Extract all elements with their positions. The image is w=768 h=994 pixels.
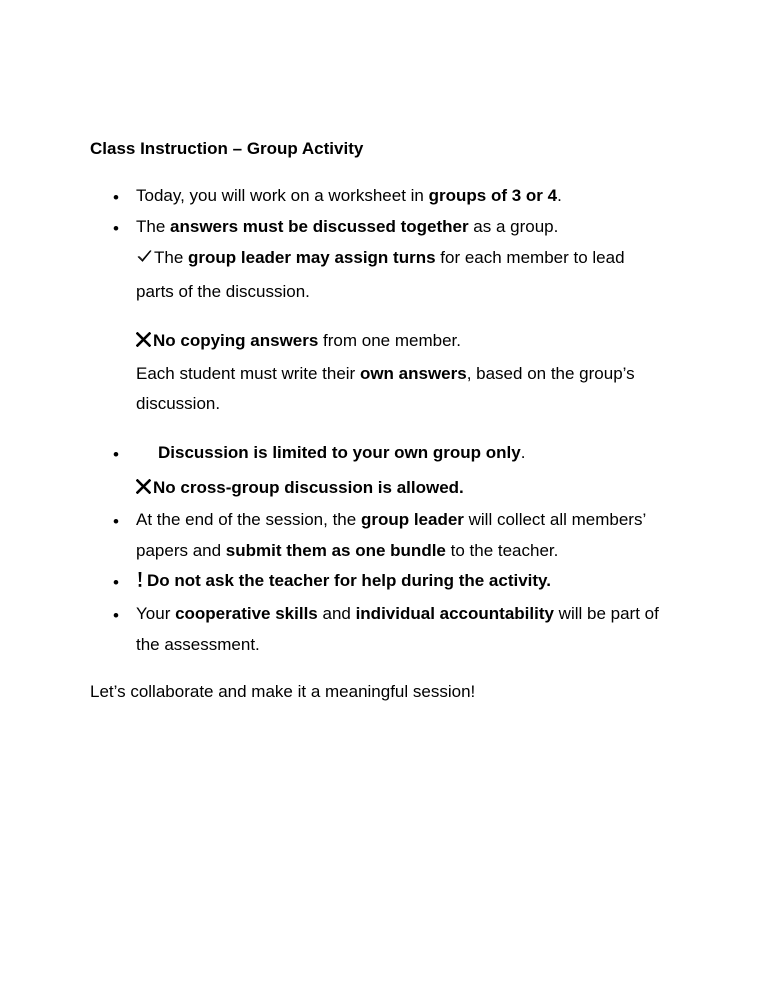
exclamation-icon: [136, 571, 144, 588]
list-item: Your cooperative skills and individual accountability will be part of: [136, 604, 659, 623]
bullet-marker: •: [113, 512, 119, 531]
page-title: Class Instruction – Group Activity: [90, 139, 364, 158]
list-item: Discussion is limited to your own group only.: [158, 443, 526, 462]
list-item-continued: the assessment.: [136, 635, 260, 654]
cross-icon: [136, 479, 151, 494]
list-item-continued: papers and submit them as one bundle to the teacher.: [136, 541, 559, 560]
sub-item-cross: No cross-group discussion is allowed.: [136, 478, 464, 498]
bullet-marker: •: [113, 445, 119, 464]
list-item: Today, you will work on a worksheet in groups of 3 or 4.: [136, 186, 562, 205]
closing-statement: Let’s collaborate and make it a meaningful session!: [90, 682, 476, 701]
list-item: The answers must be discussed together as a group.: [136, 217, 559, 236]
bullet-marker: •: [113, 188, 119, 207]
sub-item-text: discussion.: [136, 394, 221, 413]
bullet-marker: •: [113, 606, 119, 625]
sub-item-text: parts of the discussion.: [136, 282, 310, 301]
bullet-marker: •: [113, 573, 119, 592]
sub-item-text: Each student must write their own answers, based on the group’s: [136, 364, 635, 383]
sub-item-check: The group leader may assign turns for each member to lead: [136, 248, 625, 268]
list-item: At the end of the session, the group leader will collect all members’: [136, 510, 647, 529]
sub-item-cross: No copying answers from one member.: [136, 331, 461, 351]
list-item: Do not ask the teacher for help during the activity.: [136, 571, 551, 591]
check-icon: [136, 248, 153, 264]
bullet-marker: •: [113, 219, 119, 238]
cross-icon: [136, 332, 151, 347]
